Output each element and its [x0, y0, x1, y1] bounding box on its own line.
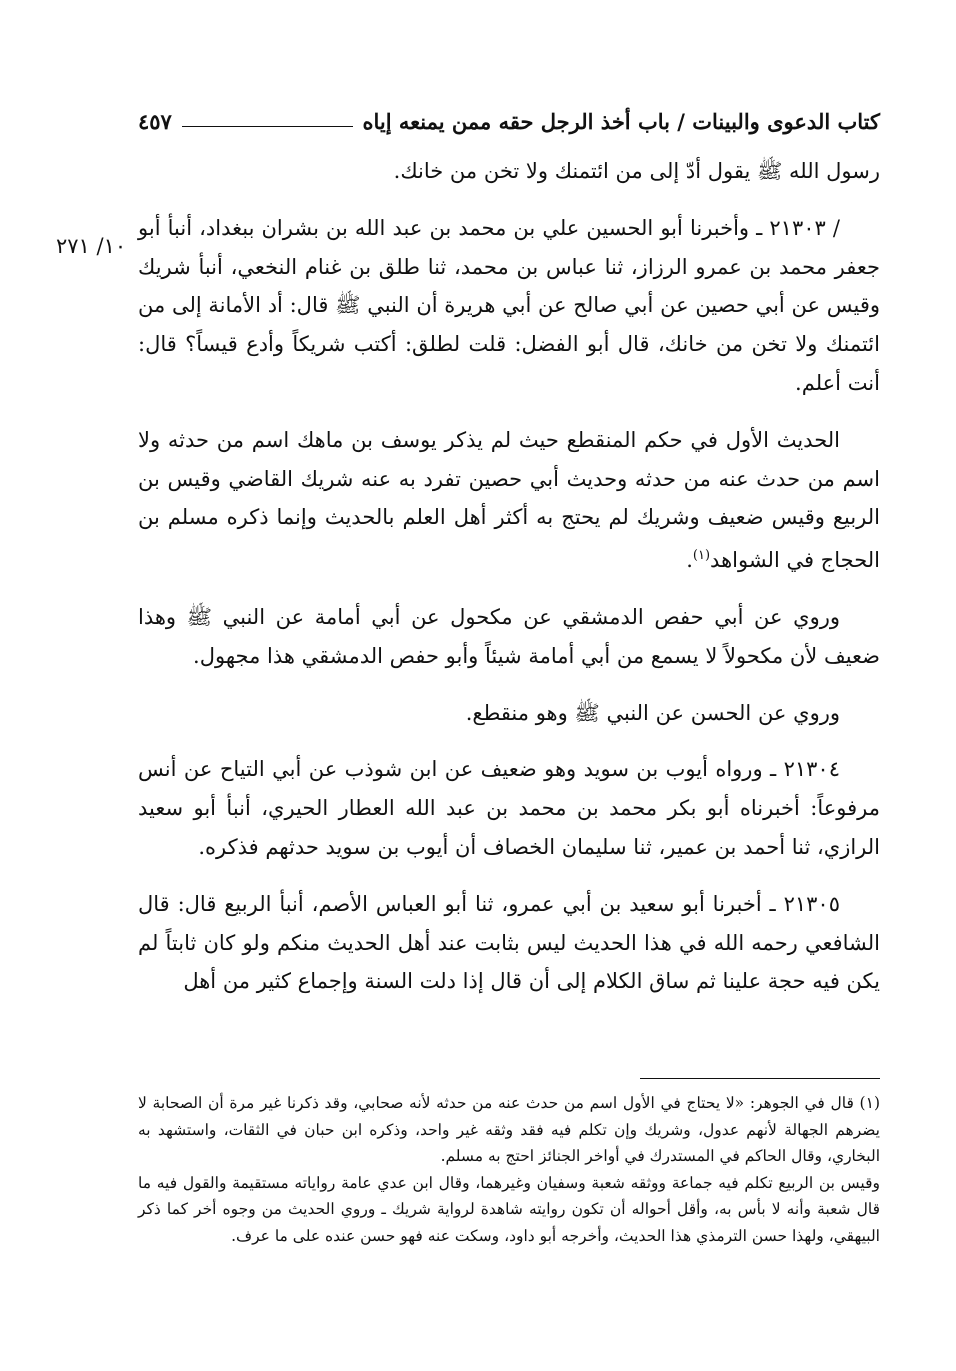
paragraph-3-text: الحديث الأول في حكم المنقطع حيث لم يذكر يوسف بن ماهك اسم من حدثه ولا اسم من حدث عنه من حدثه وحديث أبي حصين تفرد به عنه شريك القاضي وقيس بن الربيع وقيس ضعيف وشريك لم يحتج به أكثر أهل العلم بالحديث وإنما ذكره مسلم بن الحجاج في الشواهد: [138, 427, 880, 573]
footnote-ref-1[interactable]: (١): [692, 548, 711, 564]
header-rule: [182, 126, 353, 127]
paragraph-6: ٢١٣٠٤ ـ ورواه أيوب بن سويد وهو ضعيف عن ابن شوذب عن أبي التياح عن أنس مرفوعاً: أخبرناه أبو بكر محمد بن محمد بن عبد الله العطار الحيري، أنبأ أبو سعيد الرازي، ثنا أحمد بن عمير، ثنا سليمان الخصاف أن أيوب بن سويد حدثهم فذكره.: [138, 757, 880, 859]
footnote-1-continued: وقيس بن الربيع تكلم فيه جماعة ووثقه شعبة وسفيان وغيرهما، وقال ابن عدي عامة رواياته مستقيمة والقول فيه ما قال شعبة وأنه لا بأس به، وأقل أحواله أن تكون روايته شاهدة لرواية شريك ـ وروي الحديث من وجوه أخر كما ذكر البيهقي، ولهذا حسن الترمذي هذا الحديث، وأخرجه أبو داود، وسكت عنه فهو حسن عنده على ما عرف.: [138, 1173, 880, 1245]
paragraph-3-end: .: [686, 548, 693, 573]
running-header: [138, 102, 880, 134]
margin-reference: ١٠/ ٢٧١: [56, 234, 127, 258]
paragraph-1: رسول الله ﷺ يقول أدّ إلى من ائتمنك ولا تخن من خانك.: [393, 159, 880, 183]
paragraph-4: وروي عن أبي حفص الدمشقي عن مكحول عن أبي أمامة عن النبي ﷺ وهذا ضعيف لأن مكحولاً لا يسمع من أبي أمامة شيئاً وأبو حفص الدمشقي هذا مجهول.: [138, 604, 880, 668]
footnote-1: (١) قال في الجوهر: «لا يحتاج في الأول اسم من حدث عنه من حدثه لأنه صحابي، وقد ذكرنا غير مرة أن الصحابة لا يضرهم الجهالة لأنهم عدول، وشريك وإن تكلم فيه فقد وثقه غير واحد، وذكره ابن حبان في الثقات، واستشهد به البخاري، وقال الحاكم في المستدرك في أواخر الجنائز احتج به مسلم.: [138, 1094, 880, 1165]
footnote-separator: [640, 1078, 880, 1079]
margin-mark: /: [832, 215, 840, 240]
paragraph-2: [138, 209, 880, 403]
paragraph-7: ٢١٣٠٥ ـ أخبرنا أبو سعيد بن أبي عمرو، ثنا أبو العباس الأصم، أنبأ الربيع قال: قال الشافعي رحمه الله في هذا الحديث ليس بثابت عند أهل الحديث منكم ولو كان ثابتاً لم يكن فيه حجة علينا ثم ساق الكلام إلى أن قال إذا دلت السنة وإجماع كثير من أهل: [138, 891, 880, 994]
main-text: [138, 152, 880, 1001]
header-title: كتاب الدعوى والبينات / باب أخذ الرجل حقه ممن يمنعه إياه: [362, 109, 880, 134]
paragraph-5: وروي عن الحسن عن النبي ﷺ وهو منقطع.: [465, 700, 840, 725]
footnotes: [138, 1090, 880, 1249]
paragraph-2-text: ٢١٣٠٣ ـ وأخبرنا أبو الحسين علي بن محمد بن عبد الله بن بشران ببغداد، أنبأ أبو جعفر محمد بن عمرو الرزاز، ثنا عباس بن محمد، ثنا طلق بن غنام النخعي، أنبأ شريك وقيس عن أبي حصين عن أبي صالح عن أبي هريرة أن النبي ﷺ قال: أد الأمانة إلى من ائتمنك ولا تخن من خانك، قال أبو الفضل: قلت لطلق: أكتب شريكاً وأدع قيساً؟ قال: أنت أعلم.: [138, 215, 880, 395]
page-number: ٤٥٧: [138, 109, 172, 134]
paragraph-3: [138, 421, 880, 580]
